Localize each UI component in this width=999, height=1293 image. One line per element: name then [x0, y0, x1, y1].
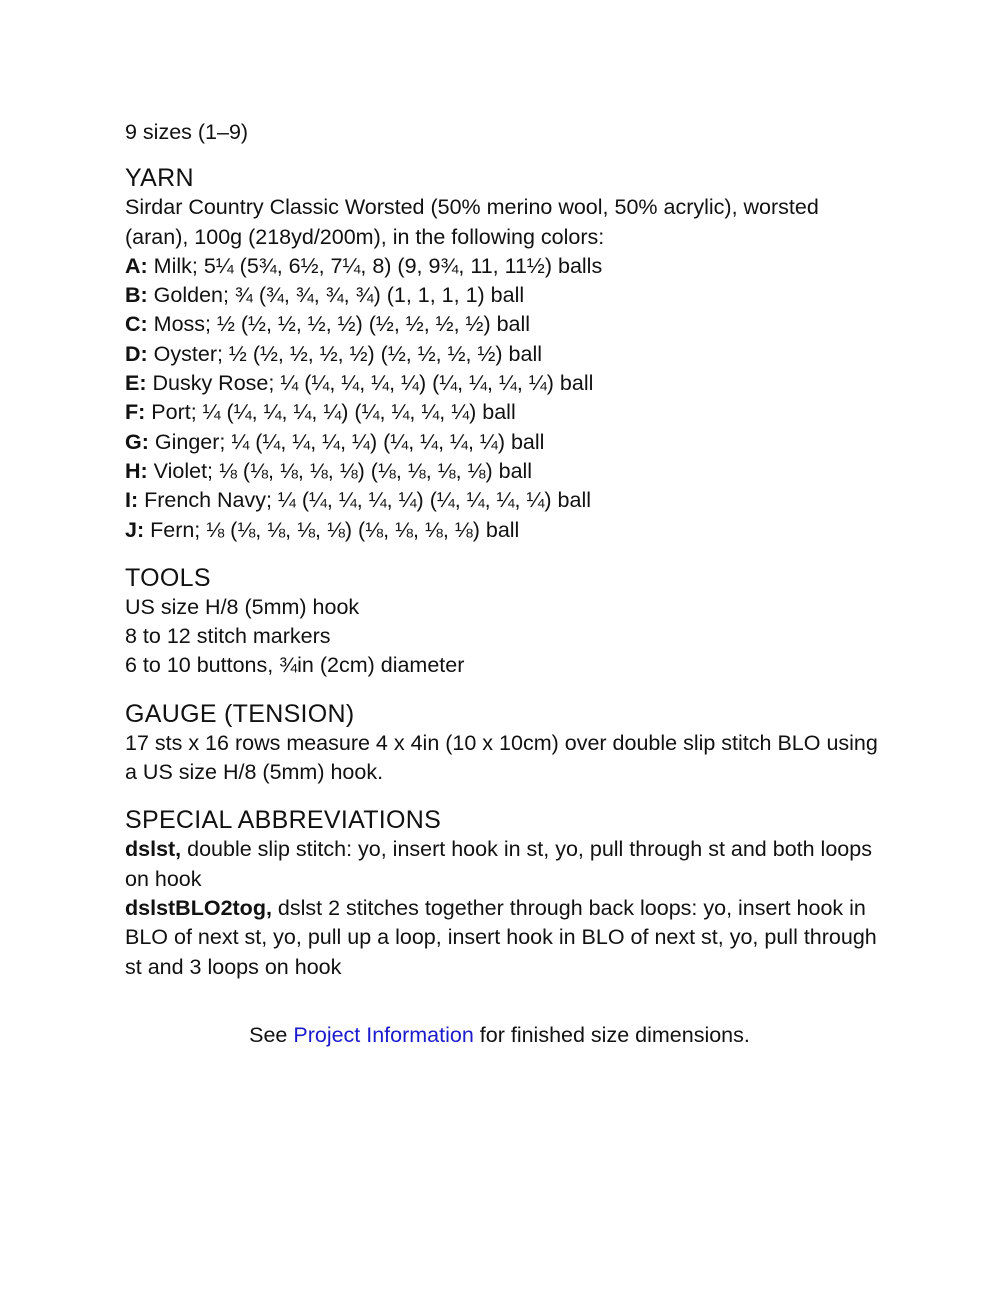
abbreviation-definition: dslst 2 stitches together through back loops: yo, insert hook in BLO of next st, yo, pull up a loop, insert hook in BLO of next st, yo, pull through st and 3 loops on hook	[125, 895, 877, 979]
sizes-text: 9 sizes (1–9)	[125, 120, 249, 144]
yarn-color-e	[125, 369, 885, 398]
footer-prefix: See	[249, 1023, 294, 1047]
color-amount: Dusky Rose; ¼ (¼, ¼, ¼, ¼) (¼, ¼, ¼, ¼) ball	[146, 371, 594, 396]
color-label: D:	[125, 341, 148, 366]
abbreviation-item	[125, 894, 885, 982]
abbreviation-term: dslstBLO2tog,	[125, 895, 272, 920]
footer-suffix: for finished size dimensions.	[473, 1023, 750, 1047]
color-label: J:	[125, 517, 145, 542]
abbreviation-item	[125, 835, 885, 894]
color-label: B:	[125, 283, 148, 308]
color-label: G:	[125, 429, 149, 454]
yarn-color-i	[125, 486, 885, 515]
yarn-color-d	[125, 340, 885, 369]
yarn-color-g	[125, 428, 885, 457]
abbreviations-heading: SPECIAL ABBREVIATIONS	[125, 806, 442, 835]
pattern-page	[125, 118, 885, 982]
color-amount: Fern; ⅛ (⅛, ⅛, ⅛, ⅛) (⅛, ⅛, ⅛, ⅛) ball	[144, 517, 520, 542]
abbreviation-definition: double slip stitch: yo, insert hook in st, yo, pull through st and both loops on hook	[125, 837, 872, 891]
color-label: F:	[125, 400, 146, 425]
size-dimensions-note	[0, 1020, 999, 1050]
yarn-color-j	[125, 516, 885, 545]
color-amount: Violet; ⅛ (⅛, ⅛, ⅛, ⅛) (⅛, ⅛, ⅛, ⅛) ball	[147, 458, 533, 483]
abbreviations-list	[125, 835, 885, 981]
color-label: H:	[125, 458, 148, 483]
color-amount: Milk; 5¼ (5¾, 6½, 7¼, 8) (9, 9¾, 11, 11½) balls	[147, 253, 603, 278]
tools-heading: TOOLS	[125, 563, 211, 592]
tools-list	[125, 593, 885, 681]
yarn-color-list	[125, 252, 885, 545]
color-amount: Moss; ½ (½, ½, ½, ½) (½, ½, ½, ½) ball	[147, 312, 531, 337]
color-label: C:	[125, 312, 148, 337]
gauge-text: 17 sts x 16 rows measure 4 x 4in (10 x 10cm) over double slip stitch BLO using a US size H/8 (5mm) hook.	[125, 730, 878, 785]
yarn-color-c	[125, 310, 885, 339]
color-label: I:	[125, 488, 139, 513]
color-amount: Golden; ¾ (¾, ¾, ¾, ¾) (1, 1, 1, 1) ball	[147, 283, 525, 308]
color-amount: Port; ¼ (¼, ¼, ¼, ¼) (¼, ¼, ¼, ¼) ball	[145, 400, 516, 425]
tool-item: 8 to 12 stitch markers	[125, 624, 331, 649]
color-label: E:	[125, 371, 147, 396]
yarn-color-a	[125, 252, 885, 281]
color-amount: Ginger; ¼ (¼, ¼, ¼, ¼) (¼, ¼, ¼, ¼) ball	[148, 429, 545, 454]
color-label: A:	[125, 253, 148, 278]
yarn-color-h	[125, 457, 885, 486]
yarn-heading: YARN	[125, 164, 194, 193]
tool-item: 6 to 10 buttons, ¾in (2cm) diameter	[125, 653, 465, 678]
abbreviation-term: dslst,	[125, 837, 182, 862]
gauge-heading: GAUGE (TENSION)	[125, 699, 355, 728]
project-information-link[interactable]: Project Information	[293, 1023, 474, 1047]
color-amount: Oyster; ½ (½, ½, ½, ½) (½, ½, ½, ½) ball	[147, 341, 543, 366]
yarn-color-b	[125, 281, 885, 310]
tool-item: US size H/8 (5mm) hook	[125, 594, 360, 619]
yarn-description: Sirdar Country Classic Worsted (50% merino wool, 50% acrylic), worsted (aran), 100g (218yd/200m), in the following colors:	[125, 195, 819, 249]
color-amount: French Navy; ¼ (¼, ¼, ¼, ¼) (¼, ¼, ¼, ¼) ball	[138, 488, 592, 513]
yarn-color-f	[125, 398, 885, 427]
